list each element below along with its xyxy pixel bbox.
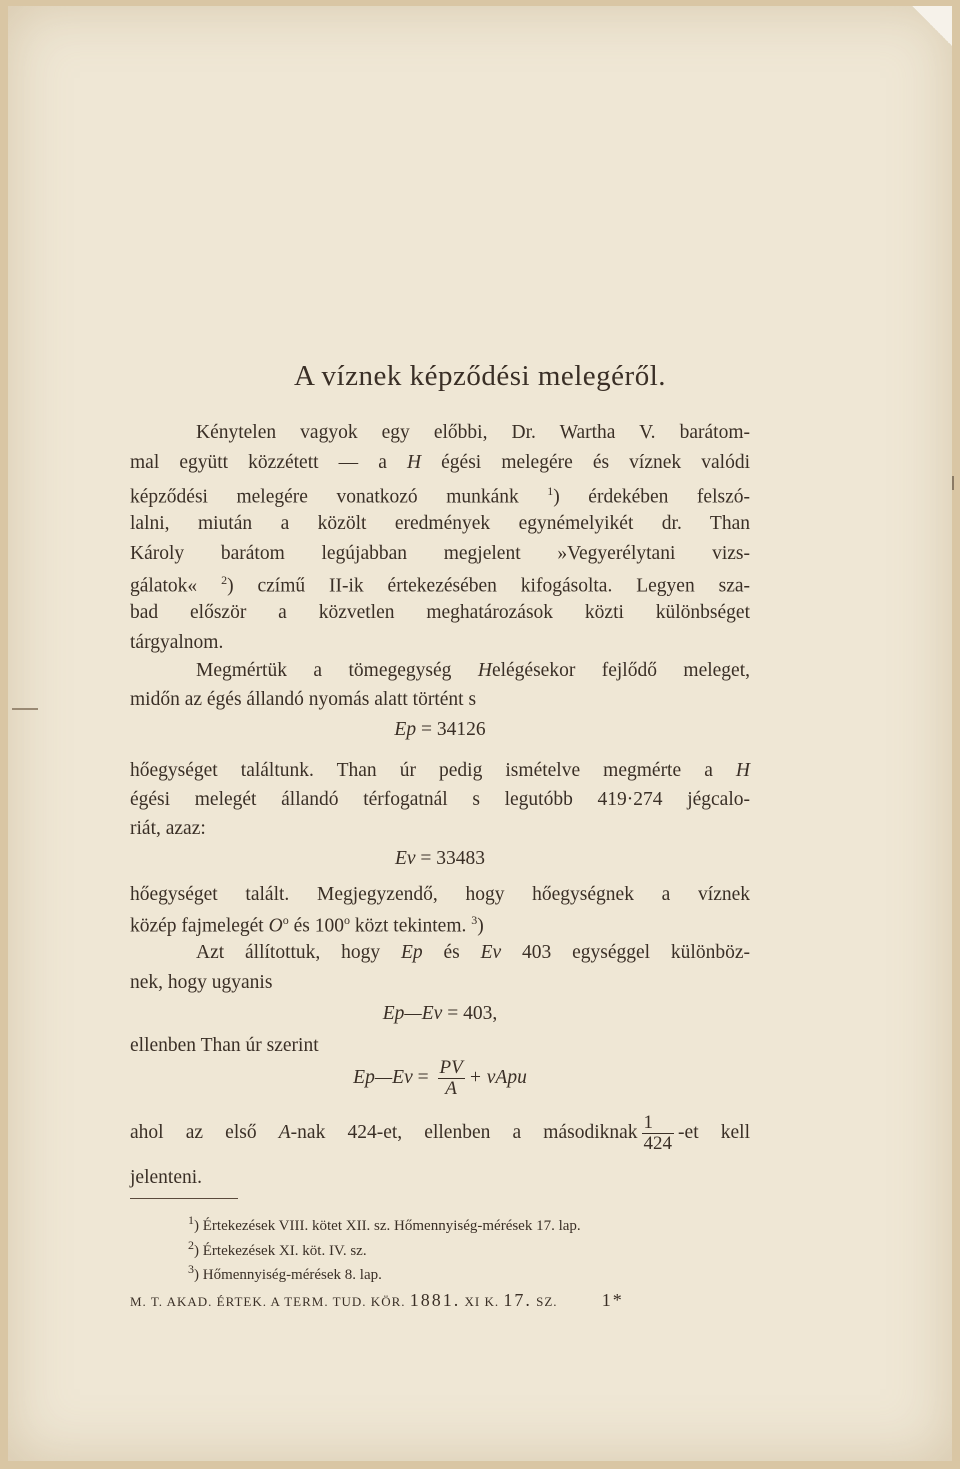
footnote: $^1$) Értekezések VIII. kötet XII. sz. Hőmennyiség-mérések 17. lap. [188, 1213, 581, 1234]
text-line: Károly barátom legújabban megjelent »Vegyerélytani vizs- [130, 543, 750, 564]
page-corner [912, 6, 952, 46]
footnote: $^2$) Értekezések XI. köt. IV. sz. [188, 1238, 367, 1259]
footnote-ref: 2 [221, 573, 228, 587]
text-line: lalni, miután a közölt eredmények egynémelyikét dr. Than [130, 513, 750, 534]
equation-ev: Ev = 33483 [394, 848, 486, 869]
text-line: midőn az égés állandó nyomás alatt történt s [130, 689, 477, 710]
text-line: Megmértük a tömegegység Helégésekor fejlődő meleget, [196, 660, 751, 681]
text-line: jelenteni. [130, 1167, 203, 1188]
text-line: nek, hogy ugyanis [130, 972, 273, 993]
text-line: égési melegét állandó térfogatnál s legutóbb 419·274 jégcalo- [130, 789, 750, 810]
text-line: riát, azaz: [130, 818, 206, 839]
text-line: bad először a közvetlen meghatározások közti különbséget [130, 602, 750, 623]
text-line: képződési melegére vonatkozó munkánk $^1$) érdekében felszó- [130, 484, 750, 508]
footnote: $^3$) Hőmennyiség-mérések 8. lap. [188, 1262, 382, 1283]
text-line: tárgyalnom. [130, 632, 224, 653]
text-line: közép fajmelegét $O^o$ és 100$^o$ közt tekintem. $^3$) [130, 913, 484, 937]
text-line: mal együtt közzétett — a H égési melegére és víznek valódi [130, 452, 750, 473]
footnote-rule [130, 1198, 238, 1199]
article-title: A víznek képződési melegéről. [293, 360, 667, 392]
margin-mark [12, 708, 38, 710]
equation-ep: Ep = 34126 [394, 719, 486, 740]
footnote-ref: 1 [547, 484, 554, 498]
equation-difference: Ep—Ev = 403, [382, 1003, 498, 1024]
text-line: Kénytelen vagyok egy előbbi, Dr. Wartha V. barátom- [196, 422, 750, 443]
text-line: Azt állítottuk, hogy Ep és Ev 403 egységgel különböz- [196, 942, 750, 963]
page-footer: M. T. AKAD. ÉRTEK. A TERM. TUD. KÖR. 1881. XI K. 17. SZ. 1* [130, 1290, 624, 1310]
text-line: hőegységet találtunk. Than úr pedig ismételve megmérte a H [130, 760, 751, 781]
margin-tick [952, 476, 954, 490]
text-line: hőegységet talált. Megjegyzendő, hogy hőegységnek a víznek [130, 884, 750, 905]
text-line: ahol az első A-nak 424-et, ellenben a másodiknak $\frac{1}{424}$ -et kell [130, 1112, 751, 1154]
signature-mark: 1* [601, 1290, 624, 1310]
text-line: gálatok« $^2$) czímű II-ik értekezésében kifogásolta. Legyen sza- [130, 573, 750, 597]
equation-than: Ep—Ev = $\frac{PV}{A}$ + vApu [353, 1057, 527, 1099]
text-line: ellenben Than úr szerint [130, 1035, 319, 1056]
footnote-ref: 3 [471, 913, 478, 927]
